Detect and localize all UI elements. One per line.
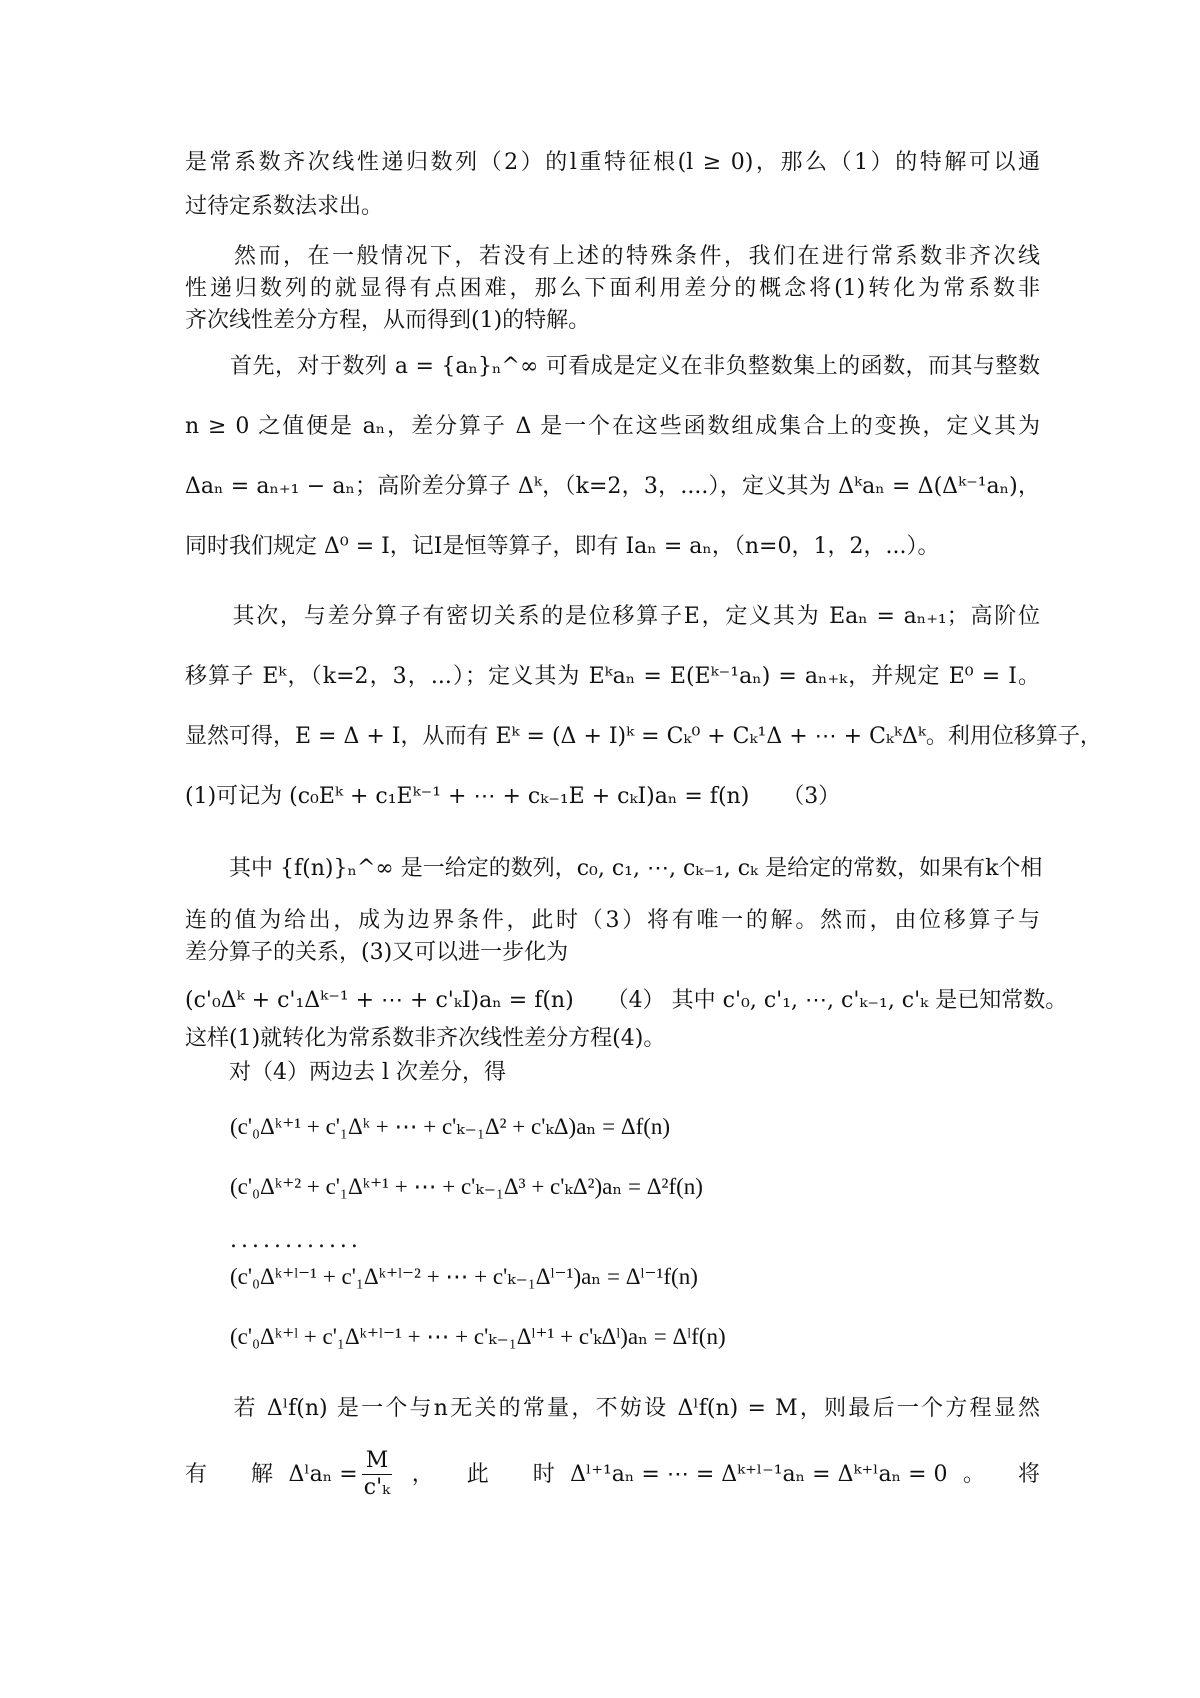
fraction-numerator: M	[362, 1448, 393, 1475]
ellipsis-dots: ............	[230, 1228, 362, 1253]
paragraph-line: 齐次线性差分方程，从而得到(1)的特解。	[185, 308, 591, 333]
difference-equation-l-minus-1: (c'₀Δᵏ⁺ˡ⁻¹ + c'₁Δᵏ⁺ˡ⁻² + ⋯ + c'ₖ₋₁Δˡ⁻¹)aₙ = Δˡ⁻¹f(n)	[230, 1264, 698, 1289]
final-mid: ， 此 时	[411, 1461, 555, 1487]
paragraph-line: 过待定系数法求出。	[185, 194, 384, 219]
paragraph-line: 显然可得，E = Δ + I，从而有 Eᵏ = (Δ + I)ᵏ = Cₖ⁰ + Cₖ¹Δ + ⋯ + CₖᵏΔᵏ。利用位移算子，	[185, 724, 1102, 749]
paragraph-line: n ≥ 0 之值便是 aₙ，差分算子 Δ 是一个在这些函数组成集合上的变换，定义其为	[185, 414, 1040, 439]
difference-equation-2: (c'₀Δᵏ⁺² + c'₁Δᵏ⁺¹ + ⋯ + c'ₖ₋₁Δ³ + c'ₖΔ²)aₙ = Δ²f(n)	[230, 1174, 703, 1199]
final-end: 。 将	[962, 1461, 1040, 1487]
paragraph-line: 对（4）两边去 l 次差分，得	[185, 1060, 507, 1085]
paragraph-line: 性递归数列的就显得有点困难，那么下面利用差分的概念将(1)转化为常系数非	[185, 276, 1040, 301]
paragraph-line: 其中 {f(n)}ₙ^∞ 是一给定的数列，c₀, c₁, ⋯, cₖ₋₁, cₖ 是给定的常数，如果有k个相	[185, 856, 1043, 881]
paragraph-line: 然而，在一般情况下，若没有上述的特殊条件，我们在进行常系数非齐次线	[185, 244, 1040, 269]
final-lhs: Δˡaₙ =	[288, 1461, 358, 1487]
paragraph-line: 同时我们规定 Δ⁰ = I，记I是恒等算子，即有 Iaₙ = aₙ，（n=0，1，2，...）。	[185, 534, 940, 559]
equation-4-line: (c'₀Δᵏ + c'₁Δᵏ⁻¹ + ⋯ + c'ₖI)aₙ = f(n) （4） 其中 c'₀, c'₁, ⋯, c'ₖ₋₁, c'ₖ 是已知常数。	[185, 988, 1068, 1013]
paragraph-line: 移算子 Eᵏ，（k=2，3，...）；定义其为 Eᵏaₙ = E(Eᵏ⁻¹aₙ) = aₙ₊ₖ，并规定 E⁰ = I。	[185, 664, 1040, 689]
paragraph-line: 是常系数齐次线性递归数列（2）的l重特征根(l ≥ 0)，那么（1）的特解可以通	[185, 150, 1040, 175]
difference-equation-l: (c'₀Δᵏ⁺ˡ + c'₁Δᵏ⁺ˡ⁻¹ + ⋯ + c'ₖ₋₁Δˡ⁺¹ + c'ₖΔˡ)aₙ = Δˡf(n)	[230, 1324, 726, 1349]
difference-equation-1: (c'₀Δᵏ⁺¹ + c'₁Δᵏ + ⋯ + c'ₖ₋₁Δ² + c'ₖΔ)aₙ = Δf(n)	[230, 1114, 671, 1139]
final-solution-line	[185, 1448, 1040, 1501]
paragraph-line: 若 Δˡf(n) 是一个与n无关的常量，不妨设 Δˡf(n) = M，则最后一个方程显然	[185, 1396, 1040, 1421]
fraction-denominator: c'ₖ	[363, 1475, 391, 1500]
paragraph-line: 其次，与差分算子有密切关系的是位移算子E，定义其为 Eaₙ = aₙ₊₁；高阶位	[185, 604, 1040, 629]
paragraph-line: 这样(1)就转化为常系数非齐次线性差分方程(4)。	[185, 1026, 666, 1051]
paragraph-line: Δaₙ = aₙ₊₁ − aₙ；高阶差分算子 Δᵏ，（k=2，3，....），定义其为 Δᵏaₙ = Δ(Δᵏ⁻¹aₙ)，	[185, 474, 1040, 499]
paragraph-line: 首先，对于数列 a = {aₙ}ₙ^∞ 可看成是定义在非负整数集上的函数，而其与整数	[185, 354, 1040, 379]
paragraph-line: 差分算子的关系，(3)又可以进一步化为	[185, 940, 569, 965]
final-lhs-group	[288, 1448, 396, 1501]
equation-3-line: (1)可记为 (c₀Eᵏ + c₁Eᵏ⁻¹ + ⋯ + cₖ₋₁E + cₖI)aₙ = f(n) （3）	[185, 784, 841, 809]
fraction-m-over-c	[362, 1448, 393, 1501]
final-rhs: Δˡ⁺¹aₙ = ⋯ = Δᵏ⁺ˡ⁻¹aₙ = Δᵏ⁺ˡaₙ = 0	[570, 1461, 948, 1487]
paragraph-line: 连的值为给出，成为边界条件，此时（3）将有唯一的解。然而，由位移算子与	[185, 908, 1040, 933]
final-prefix: 有 解	[185, 1461, 274, 1487]
